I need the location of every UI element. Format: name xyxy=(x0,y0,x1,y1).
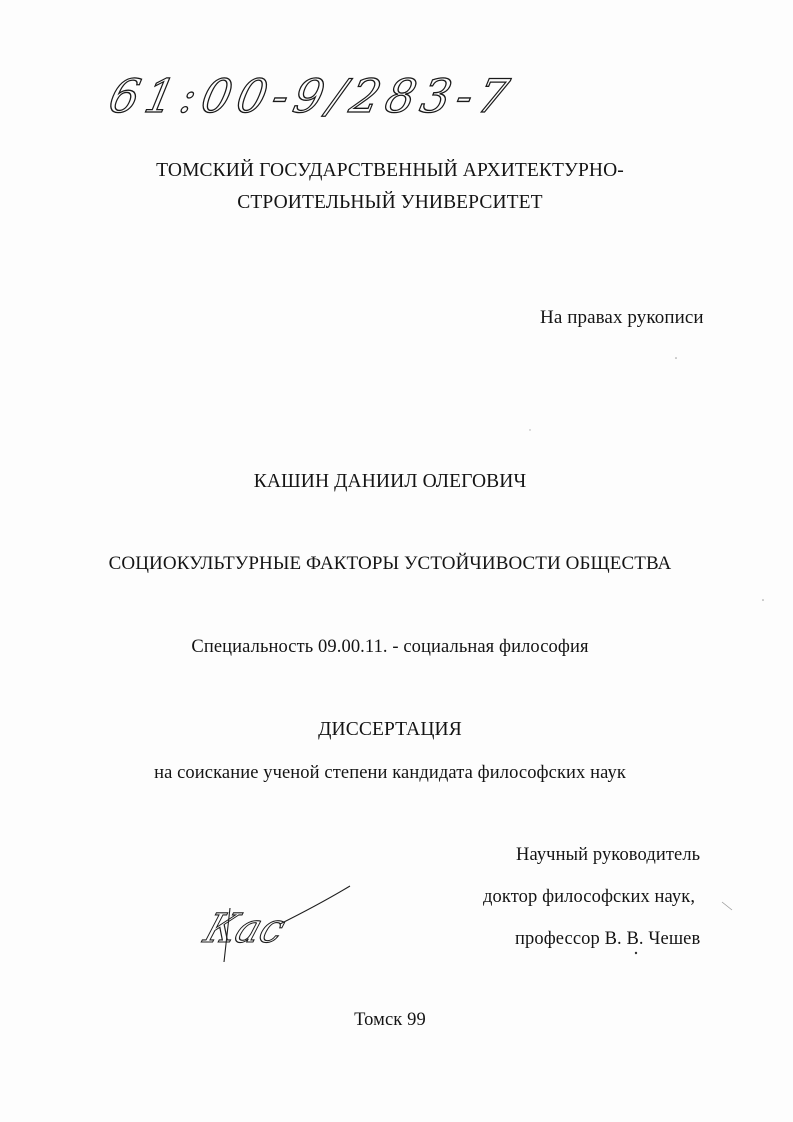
advisor-role: Научный руководитель xyxy=(516,845,701,865)
degree-line: на соискание ученой степени кандидата философских наук xyxy=(154,763,626,783)
city-year: Томск 99 xyxy=(354,1010,426,1030)
advisor-degree: доктор философских наук, xyxy=(483,887,696,907)
document-type-heading: ДИССЕРТАЦИЯ xyxy=(318,719,462,740)
author-name: КАШИН ДАНИИЛ ОЛЕГОВИЧ xyxy=(253,471,527,492)
dissertation-title: СОЦИОКУЛЬТУРНЫЕ ФАКТОРЫ УСТОЙЧИВОСТИ ОБЩЕСТВА xyxy=(108,553,672,574)
rights-note: На правах рукописи xyxy=(540,307,704,328)
author-signature xyxy=(198,880,358,970)
signature-text: Кас xyxy=(198,904,292,952)
handwritten-archive-code xyxy=(104,60,520,140)
university-name-line-2: СТРОИТЕЛЬНЫЙ УНИВЕРСИТЕТ xyxy=(237,192,543,213)
handwritten-code-text: 61:00-9/283-7 xyxy=(104,69,520,123)
university-name-line-1: ТОМСКИЙ ГОСУДАРСТВЕННЫЙ АРХИТЕКТУРНО- xyxy=(156,160,624,181)
advisor-name: профессор В. В. Чешев xyxy=(515,929,701,949)
specialty-line: Специальность 09.00.11. - социальная философия xyxy=(191,637,589,657)
